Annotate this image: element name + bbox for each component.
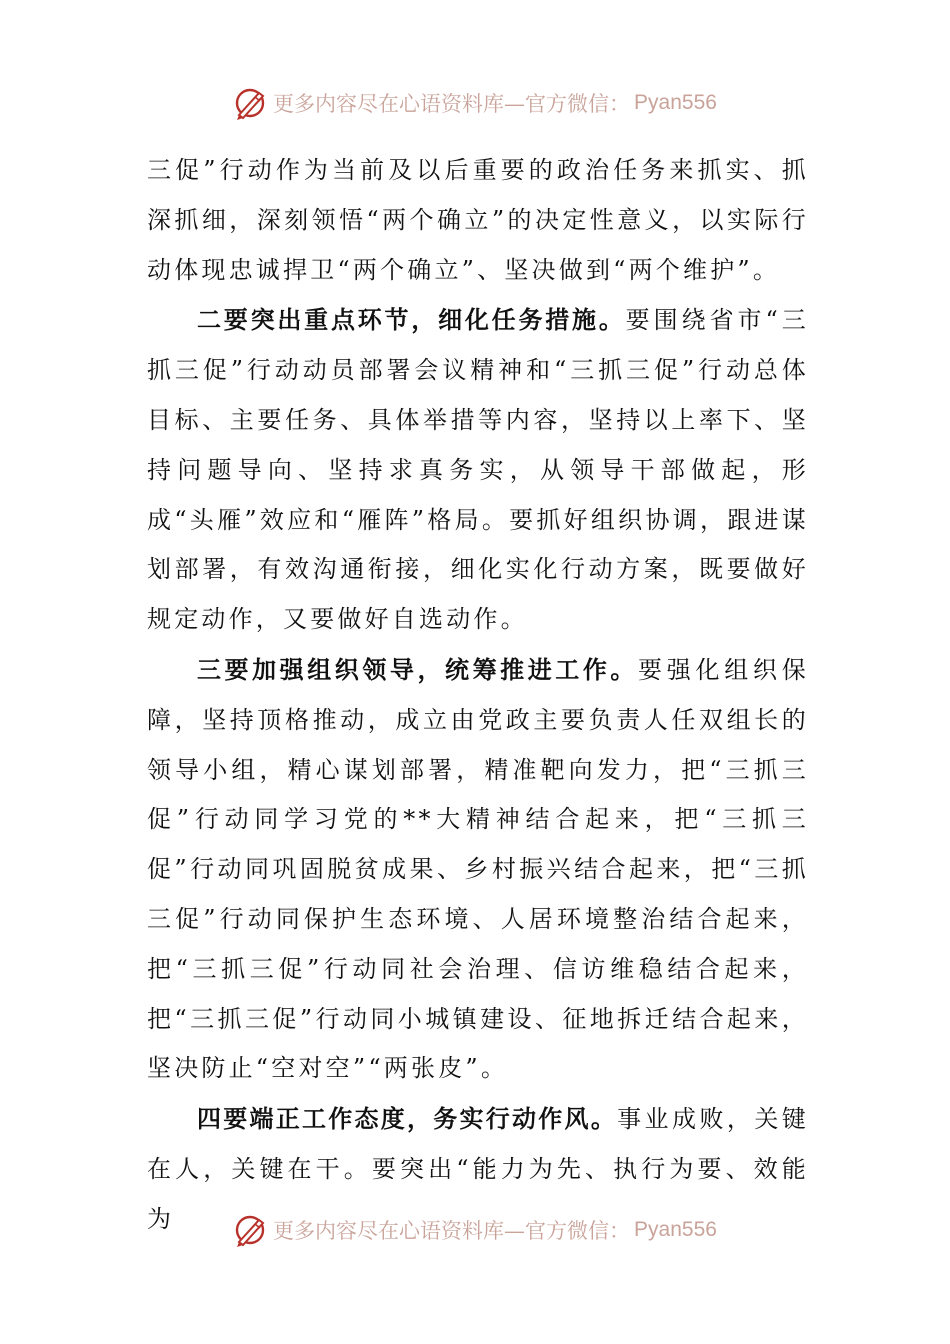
paragraph-3-text: 要强化组织保障，坚持顶格推动，成立由党政主要负责人任双组长的领导小组，精心谋划部署，精准靶向发力，把“三抓三促”行动同学习党的**大精神结合起来，把“三抓三促”行动同巩固脱贫成果、乡村振兴结合起来，把“三抓三促”行动同保护生态环境、人居环境整治结合起来，把“三抓三促”行动同社会治理、信访维稳结合起来，把“三抓三促”行动同小城镇建设、征地拆迁结合起来，坚决防止“空对空”“两张皮”。 <box>147 655 810 1083</box>
banner-wechat-id: Pyan556 <box>634 91 717 114</box>
paragraph-1 <box>147 145 809 295</box>
banner-text: 更多内容尽在心语资料库—官方微信： <box>273 1219 631 1243</box>
header-watermark-banner <box>0 83 950 123</box>
banner-text: 更多内容尽在心语资料库—官方微信： <box>273 92 631 116</box>
paragraph-3 <box>147 645 809 1094</box>
paragraph-4-heading: 四要端正工作态度，务实行动作风。 <box>197 1104 618 1134</box>
banner-wechat-id: Pyan556 <box>634 1218 717 1241</box>
pen-logo-icon <box>233 85 269 121</box>
paragraph-1-text: 三促”行动作为当前及以后重要的政治任务来抓实、抓深抓细，深刻领悟“两个确立”的决定性意义，以实际行动体现忠诚捍卫“两个确立”、坚决做到“两个维护”。 <box>147 156 809 284</box>
document-body <box>147 145 809 1245</box>
paragraph-2 <box>147 295 809 645</box>
paragraph-4-text: 事业成败，关键在人，关键在干。要突出“能力为先、执行为要、效能为 <box>147 1105 810 1233</box>
pen-logo-icon <box>233 1212 269 1248</box>
paragraph-2-heading: 二要突出重点环节，细化任务措施。 <box>197 305 626 335</box>
paragraph-3-heading: 三要加强组织领导，统筹推进工作。 <box>197 654 638 684</box>
footer-watermark-banner <box>0 1210 950 1250</box>
paragraph-2-text: 要围绕省市“三抓三促”行动动员部署会议精神和“三抓三促”行动总体目标、主要任务、具体举措等内容，坚持以上率下、坚持问题导向、坚持求真务实，从领导干部做起，形成“头雁”效应和“雁阵”格局。要抓好组织协调，跟进谋划部署，有效沟通衔接，细化实化行动方案，既要做好规定动作，又要做好自选动作。 <box>147 306 810 634</box>
